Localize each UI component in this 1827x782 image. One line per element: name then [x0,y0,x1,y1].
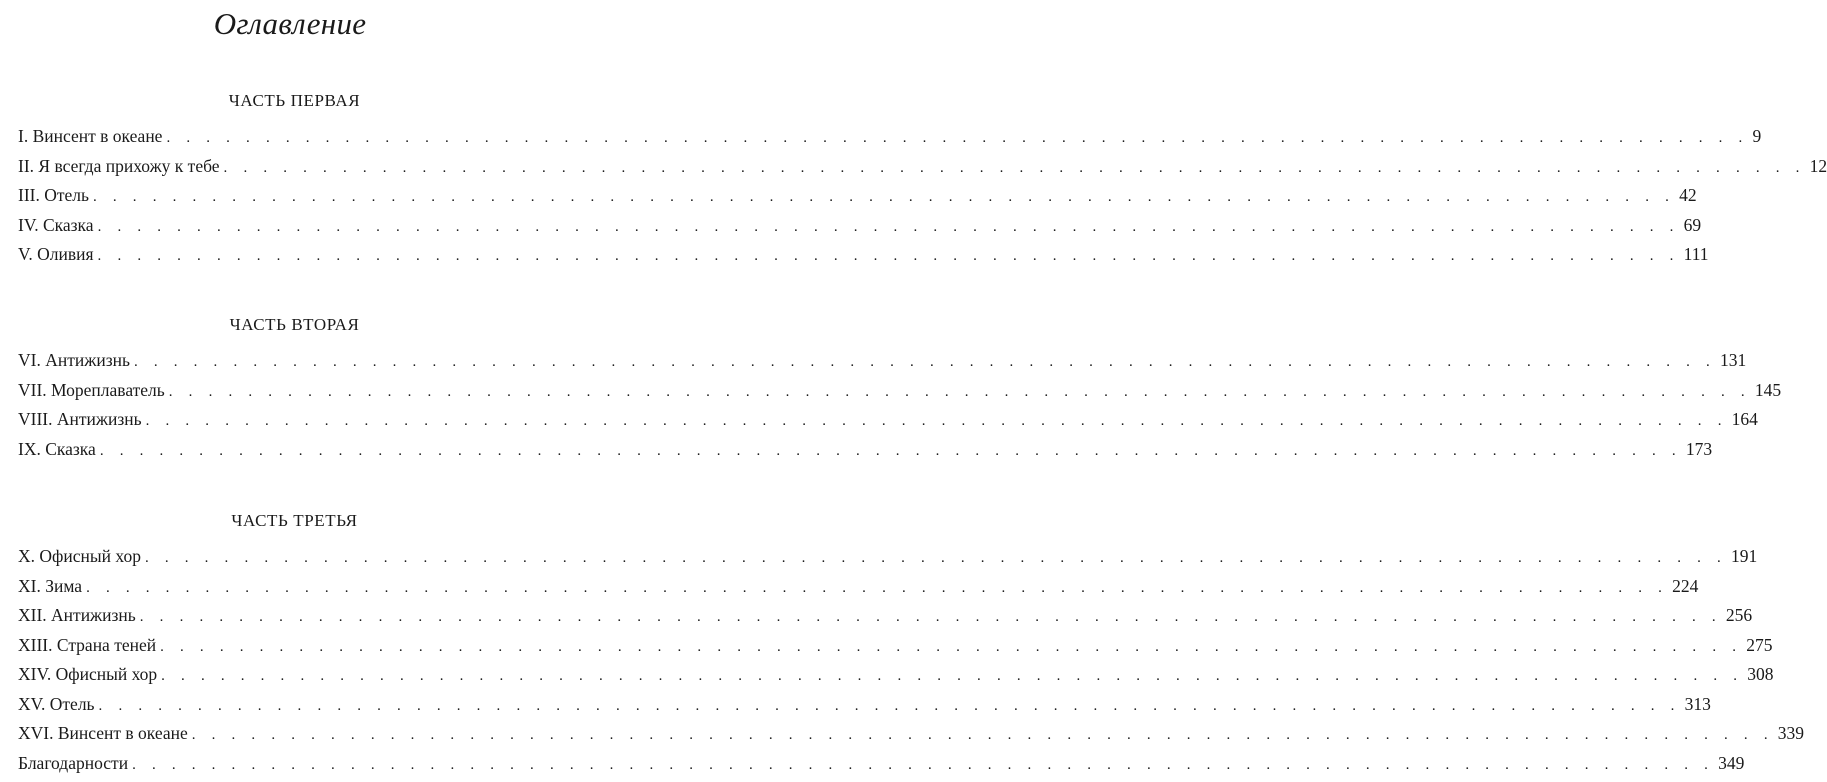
entry-title: IX. Сказка [18,438,96,459]
entry-title: XIV. Офисный хор [18,664,158,684]
toc-entry [18,154,1827,184]
dot-leader: . . . . . . . . . . . . . . . . . . . . . . . . . . . . . . . . . . . . . . . . . . . . . . . . . . . . . . . . . . . . . . . . . . . . . . . . . . . . . . . . [191,727,1774,743]
page-number: 224 [1672,575,1699,596]
toc-entry [18,662,1774,692]
entry-list [18,544,1805,780]
toc-entry [18,437,1713,467]
page-number: 164 [1731,409,1758,429]
dot-leader: . . . . . . . . . . . . . . . . . . . . . . . . . . . . . . . . . . . . . . . . . . . . . . . . . . . . . . . . . . . . . . . . . . . . . . . . . . . . . . . . [86,579,1669,596]
toc-entry [18,124,1762,154]
entry-title: II. Я всегда прихожу к тебе [18,155,220,176]
part-section [18,510,1805,780]
page-number: 313 [1684,693,1711,714]
toc-entry [18,407,1758,437]
part-section [18,314,1782,466]
entry-title: VII. Мореплаватель [18,379,165,400]
dot-leader: . . . . . . . . . . . . . . . . . . . . . . . . . . . . . . . . . . . . . . . . . . . . . . . . . . . . . . . . . . . . . . . . . . . . . . . . . . . . . . . . [223,159,1806,176]
page-number: 275 [1746,634,1773,655]
dot-leader: . . . . . . . . . . . . . . . . . . . . . . . . . . . . . . . . . . . . . . . . . . . . . . . . . . . . . . . . . . . . . . . . . . . . . . . . . . . . . . . . [99,442,1682,459]
page-number: 339 [1777,723,1805,743]
toc-entry [18,213,1702,243]
entry-title: XI. Зима [18,575,83,596]
page-number: 69 [1683,214,1702,235]
toc-entry [18,183,1697,213]
page-number: 308 [1747,664,1774,684]
entry-list [18,124,1827,272]
page-number: 42 [1679,185,1697,205]
page-number: 256 [1725,605,1753,625]
entry-title: VI. Антижизнь [18,350,130,370]
entry-title: Благодарности [18,752,129,773]
dot-leader: . . . . . . . . . . . . . . . . . . . . . . . . . . . . . . . . . . . . . . . . . . . . . . . . . . . . . . . . . . . . . . . . . . . . . . . . . . . . . . . . [166,130,1749,146]
dot-leader: . . . . . . . . . . . . . . . . . . . . . . . . . . . . . . . . . . . . . . . . . . . . . . . . . . . . . . . . . . . . . . . . . . . . . . . . . . . . . . . . [93,189,1676,205]
page-number: 111 [1683,244,1709,264]
entry-title: I. Винсент в океане [18,126,163,146]
dot-leader: . . . . . . . . . . . . . . . . . . . . . . . . . . . . . . . . . . . . . . . . . . . . . . . . . . . . . . . . . . . . . . . . . . . . . . . . . . . . . . . . [144,550,1728,566]
page-title: Оглавление [213,6,367,41]
toc-entry [18,574,1699,604]
entry-title: X. Офисный хор [18,546,141,566]
dot-leader: . . . . . . . . . . . . . . . . . . . . . . . . . . . . . . . . . . . . . . . . . . . . . . . . . . . . . . . . . . . . . . . . . . . . . . . . . . . . . . . . [133,354,1717,370]
dot-leader: . . . . . . . . . . . . . . . . . . . . . . . . . . . . . . . . . . . . . . . . . . . . . . . . . . . . . . . . . . . . . . . . . . . . . . . . . . . . . . . . [160,638,1743,655]
part-section [18,90,1827,272]
page-number: 9 [1752,126,1762,146]
part-heading: ЧАСТЬ ВТОРАЯ [229,315,360,334]
toc-entry [18,751,1745,781]
dot-leader: . . . . . . . . . . . . . . . . . . . . . . . . . . . . . . . . . . . . . . . . . . . . . . . . . . . . . . . . . . . . . . . . . . . . . . . . . . . . . . . . [97,248,1680,264]
dot-leader: . . . . . . . . . . . . . . . . . . . . . . . . . . . . . . . . . . . . . . . . . . . . . . . . . . . . . . . . . . . . . . . . . . . . . . . . . . . . . . . . [132,756,1715,773]
toc-entry [18,242,1709,272]
toc-entry [18,721,1805,751]
entry-title: VIII. Антижизнь [18,409,142,429]
toc-entry [18,378,1782,408]
dot-leader: . . . . . . . . . . . . . . . . . . . . . . . . . . . . . . . . . . . . . . . . . . . . . . . . . . . . . . . . . . . . . . . . . . . . . . . . . . . . . . . . [145,413,1728,429]
entry-title: XV. Отель [18,693,95,714]
dot-leader: . . . . . . . . . . . . . . . . . . . . . . . . . . . . . . . . . . . . . . . . . . . . . . . . . . . . . . . . . . . . . . . . . . . . . . . . . . . . . . . . [168,383,1751,400]
page-number: 349 [1718,752,1745,773]
entry-title: IV. Сказка [18,214,94,235]
page-number: 191 [1731,546,1758,566]
toc-entry [18,348,1747,378]
page-number: 145 [1754,379,1782,400]
entry-title: V. Оливия [18,244,94,264]
dot-leader: . . . . . . . . . . . . . . . . . . . . . . . . . . . . . . . . . . . . . . . . . . . . . . . . . . . . . . . . . . . . . . . . . . . . . . . . . . . . . . . . [161,668,1744,684]
toc-entry [18,633,1773,663]
dot-leader: . . . . . . . . . . . . . . . . . . . . . . . . . . . . . . . . . . . . . . . . . . . . . . . . . . . . . . . . . . . . . . . . . . . . . . . . . . . . . . . . [98,697,1681,714]
dot-leader: . . . . . . . . . . . . . . . . . . . . . . . . . . . . . . . . . . . . . . . . . . . . . . . . . . . . . . . . . . . . . . . . . . . . . . . . . . . . . . . . [97,218,1680,235]
part-heading: ЧАСТЬ ТРЕТЬЯ [231,511,358,530]
part-heading: ЧАСТЬ ПЕРВАЯ [228,91,361,110]
entry-title: XVI. Винсент в океане [18,723,188,743]
page-number: 131 [1720,350,1747,370]
page-number: 173 [1685,438,1713,459]
toc-entry [18,603,1753,633]
dot-leader: . . . . . . . . . . . . . . . . . . . . . . . . . . . . . . . . . . . . . . . . . . . . . . . . . . . . . . . . . . . . . . . . . . . . . . . . . . . . . . . . [139,609,1722,625]
entry-title: XIII. Страна теней [18,634,157,655]
toc-entry [18,544,1758,574]
entry-list [18,348,1782,466]
page-number: 12 [1809,155,1827,176]
entry-title: XII. Антижизнь [18,605,136,625]
entry-title: III. Отель [18,185,89,205]
toc-entry [18,692,1711,722]
